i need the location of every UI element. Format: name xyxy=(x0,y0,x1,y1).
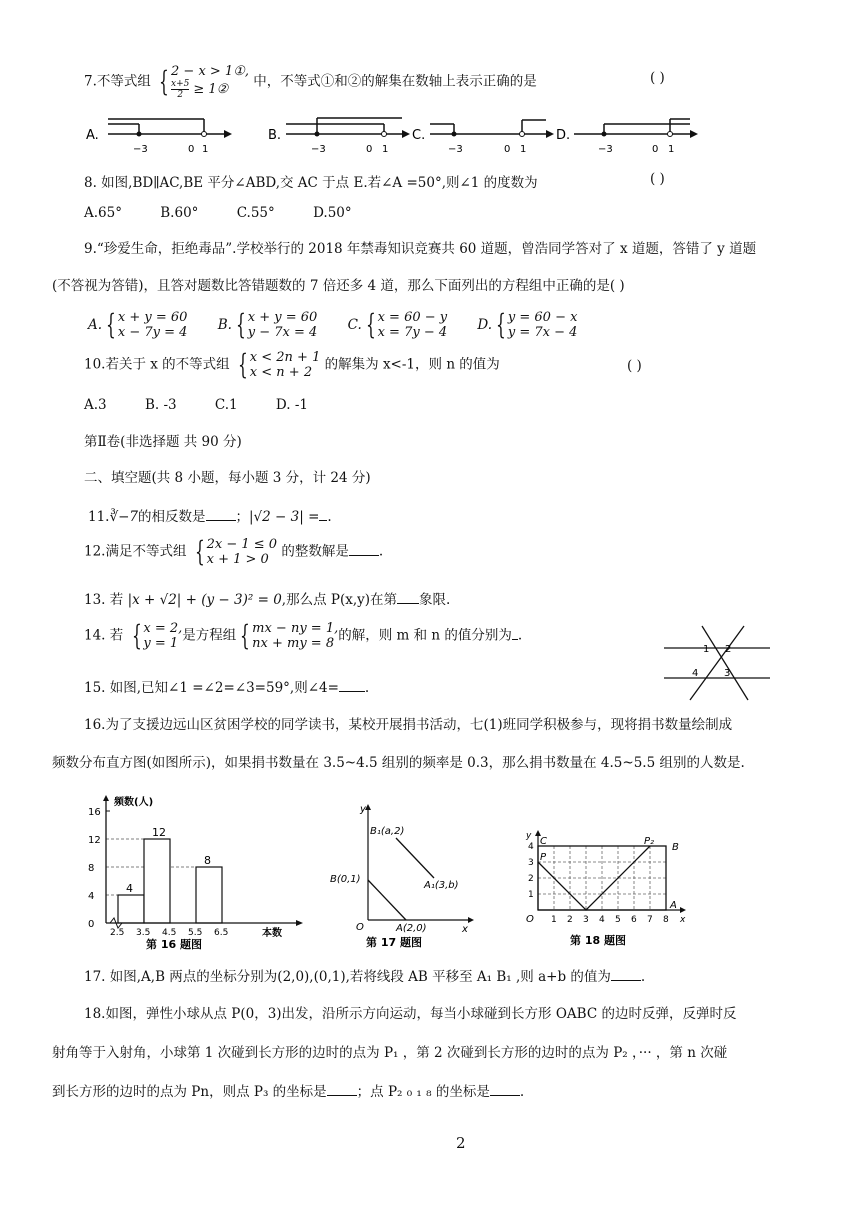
svg-text:8: 8 xyxy=(663,915,669,925)
svg-text:−3: −3 xyxy=(598,144,613,155)
fig16-histogram xyxy=(84,795,304,950)
svg-text:O: O xyxy=(356,922,364,933)
fig16-xlabel: 本数 xyxy=(262,928,282,939)
q7-option-d xyxy=(556,119,698,155)
svg-text:3: 3 xyxy=(528,858,534,868)
q10-option-a: A.3 xyxy=(84,397,107,413)
q9-stem-line1: 9.“珍爱生命，拒绝毒品”.学校举行的 2018 年禁毒知识竞赛共 60 道题，曾浩同学答对了 x 道题，答错了 y 道题 xyxy=(84,241,757,257)
svg-text:y: y xyxy=(526,831,532,841)
q12-system: { 2x − 1 ≤ 0 x + 1 > 0 xyxy=(194,535,278,568)
svg-text:1: 1 xyxy=(551,915,557,925)
svg-text:2: 2 xyxy=(567,915,573,925)
svg-text:P: P xyxy=(540,852,547,863)
q17-stem: 17. 如图,A,B 两点的坐标分别为(2,0),(0,1),若将线段 AB 平移至 A₁ B₁ ,则 a+b 的值为 . xyxy=(84,969,646,985)
q8-option-d: D.50° xyxy=(313,205,352,221)
q7-option-a xyxy=(86,119,232,155)
q10-option-b: B. -3 xyxy=(144,397,177,413)
q9-option-c: C. { x = 60 − y x = 7y − 4 xyxy=(347,308,448,341)
svg-text:y: y xyxy=(360,804,366,815)
svg-text:0: 0 xyxy=(366,144,373,155)
svg-text:A₁(3,b): A₁(3,b) xyxy=(424,880,459,891)
fig16-bar-label: 12 xyxy=(152,826,166,839)
svg-text:6: 6 xyxy=(631,915,637,925)
q7-system: { 2 − x > 1①, $\frac{x+5}{2}$ ≥ 1② xyxy=(159,64,249,100)
q9-stem-line2: (不答视为答错)，且答对题数比答错题数的 7 倍还多 4 道，那么下面列出的方程组中正确的是( ) xyxy=(52,278,625,294)
angle-3-label: 3 xyxy=(724,668,731,679)
q7-number-lines xyxy=(84,114,704,158)
page-number: 2 xyxy=(456,1134,466,1152)
fig16-y-tick: 8 xyxy=(88,863,95,874)
q10-option-c: C.1 xyxy=(214,397,238,413)
q9-option-a: A. { x + y = 60 x − 7y = 4 xyxy=(88,308,188,341)
fig16-y-tick: 12 xyxy=(88,835,101,846)
fig17-caption: 第 17 题图 xyxy=(366,936,422,949)
svg-text:4: 4 xyxy=(528,842,534,852)
fig16-caption: 第 16 题图 xyxy=(146,938,202,950)
svg-text:B: B xyxy=(672,842,679,853)
q10-answer-paren: ( ) xyxy=(627,358,642,374)
q7-option-b xyxy=(268,118,410,155)
svg-text:4: 4 xyxy=(599,915,605,925)
q18-stem-line3: 到长方形的边时的点为 Pn，则点 P₃ 的坐标是 ；点 P₂ ₀ ₁ ₈ 的坐标是 . xyxy=(52,1084,525,1100)
fig16-bar xyxy=(118,895,144,923)
svg-text:A: A xyxy=(670,900,677,911)
q12-stem: 12.满足不等式组 { 2x − 1 ≤ 0 x + 1 > 0 的整数解是 . xyxy=(84,535,384,568)
fig16-x-tick: 5.5 xyxy=(188,928,203,938)
svg-text:1: 1 xyxy=(202,144,209,155)
svg-text:7: 7 xyxy=(647,915,653,925)
q15-stem: 15. 如图,已知∠1 =∠2=∠3=59°,则∠4= . xyxy=(84,680,370,696)
fig16-y-tick: 4 xyxy=(88,891,95,902)
q7-option-a-label: A. xyxy=(86,128,99,143)
svg-text:0: 0 xyxy=(188,144,195,155)
fig16-x-tick: 4.5 xyxy=(162,928,177,938)
fig18-caption: 第 18 题图 xyxy=(570,934,626,947)
svg-text:−3: −3 xyxy=(133,144,148,155)
q14-stem: 14. 若 { x = 2, y = 1 是方程组 { mx − ny = 1, nx + my = 8 的解，则 m 和 n 的值分别为 . xyxy=(84,619,523,652)
q10-option-d: D. -1 xyxy=(275,397,308,413)
svg-text:C: C xyxy=(540,836,547,847)
q9-options xyxy=(88,310,577,340)
q14-system: { mx − ny = 1, nx + my = 8 xyxy=(240,619,339,652)
svg-text:O: O xyxy=(526,914,534,925)
q16-stem-line1: 16.为了支援边远山区贫困学校的同学读书，某校开展捐书活动，七(1)班同学积极参与，现将捐书数量绘制成 xyxy=(84,717,733,733)
fig16-bar-label: 8 xyxy=(204,854,211,867)
q8-option-a: A.65° xyxy=(84,205,122,221)
svg-text:5: 5 xyxy=(615,915,621,925)
q7-stem: 7.不等式组 { 2 − x > 1①, $\frac{x+5}{2}$ ≥ 1② 中，不等式①和②的解集在数轴上表示正确的是 xyxy=(84,64,537,100)
svg-text:x: x xyxy=(680,915,686,925)
svg-text:1: 1 xyxy=(668,144,675,155)
svg-text:3: 3 xyxy=(583,915,589,925)
q18-stem-line1: 18.如图，弹性小球从点 P(0，3)出发，沿所示方向运动，每当小球碰到长方形 OABC 的边时反弹，反弹时反 xyxy=(84,1006,737,1022)
svg-text:0: 0 xyxy=(652,144,659,155)
svg-text:B(0,1): B(0,1) xyxy=(330,874,361,885)
svg-text:−3: −3 xyxy=(448,144,463,155)
fig16-bar xyxy=(144,839,170,923)
fig16-x-tick: 2.5 xyxy=(110,928,125,938)
fig17 xyxy=(326,800,476,950)
q9-option-d: D. { y = 60 − x y = 7x − 4 xyxy=(477,308,578,341)
q7-option-b-label: B. xyxy=(268,128,282,143)
angle-4-label: 4 xyxy=(692,668,699,679)
svg-text:1: 1 xyxy=(520,144,527,155)
q8-answer-paren: ( ) xyxy=(650,171,665,187)
q9-option-b: B. { x + y = 60 y − 7x = 4 xyxy=(217,308,318,341)
q7-option-c xyxy=(412,120,554,155)
svg-text:A(2,0): A(2,0) xyxy=(396,923,427,934)
q18-stem-line2: 射角等于入射角，小球第 1 次碰到长方形的边时的点为 P₁ ，第 2 次碰到长方形的边时的点为 P₂ ，··· ，第 n 次碰 xyxy=(52,1045,728,1061)
q7-option-c-label: C. xyxy=(412,128,426,143)
q8-option-b: B.60° xyxy=(160,205,199,221)
q14-solution: { x = 2, y = 1 xyxy=(131,619,183,652)
q10-options xyxy=(84,397,342,413)
svg-text:0: 0 xyxy=(504,144,511,155)
svg-text:1: 1 xyxy=(528,890,534,900)
fig16-y-tick: 0 xyxy=(88,919,95,930)
q13-stem: 13. 若 |x + √2| + (y − 3)² = 0,那么点 P(x,y)在第 象限. xyxy=(84,592,451,608)
fig16-bar xyxy=(196,867,222,923)
fig16-y-tick: 16 xyxy=(88,807,101,818)
q10-stem: 10.若关于 x 的不等式组 { x < 2n + 1 x < n + 2 的解集为 x<-1，则 n 的值为 xyxy=(84,348,500,381)
q10-system: { x < 2n + 1 x < n + 2 xyxy=(237,348,321,381)
q7-option-d-label: D. xyxy=(556,128,571,143)
q16-stem-line2: 频数分布直方图(如图所示)，如果捐书数量在 3.5~4.5 组别的频率是 0.3，那么捐书数量在 4.5~5.5 组别的人数是. xyxy=(52,755,745,771)
fig16-x-tick: 6.5 xyxy=(214,928,229,938)
svg-text:1: 1 xyxy=(382,144,389,155)
part-2-heading: 二、填空题(共 8 小题，每小题 3 分，计 24 分) xyxy=(84,470,371,486)
q8-option-c: C.55° xyxy=(236,205,275,221)
fig16-bar-label: 4 xyxy=(126,882,133,895)
q8-stem: 8. 如图,BD∥AC,BE 平分∠ABD,交 AC 于点 E.若∠A =50°,则∠1 的度数为 xyxy=(84,175,538,191)
q7-answer-paren: ( ) xyxy=(650,70,665,86)
svg-text:P₂: P₂ xyxy=(644,836,655,847)
fig16-ylabel: 频数(人) xyxy=(114,797,154,808)
q15-figure xyxy=(662,622,772,702)
fig18 xyxy=(520,830,690,950)
svg-text:x: x xyxy=(462,924,468,935)
section-2-heading: 第Ⅱ卷(非选择题 共 90 分) xyxy=(84,434,242,450)
angle-1-label: 1 xyxy=(703,644,710,655)
svg-text:2: 2 xyxy=(528,874,534,884)
q11-stem: 11.∛−7的相反数是 ；|√2 − 3| = . xyxy=(88,509,332,525)
q8-options xyxy=(84,205,386,221)
fig16-x-tick: 3.5 xyxy=(136,928,151,938)
angle-2-label: 2 xyxy=(725,644,732,655)
svg-text:B₁(a,2): B₁(a,2) xyxy=(370,826,405,837)
svg-text:−3: −3 xyxy=(311,144,326,155)
